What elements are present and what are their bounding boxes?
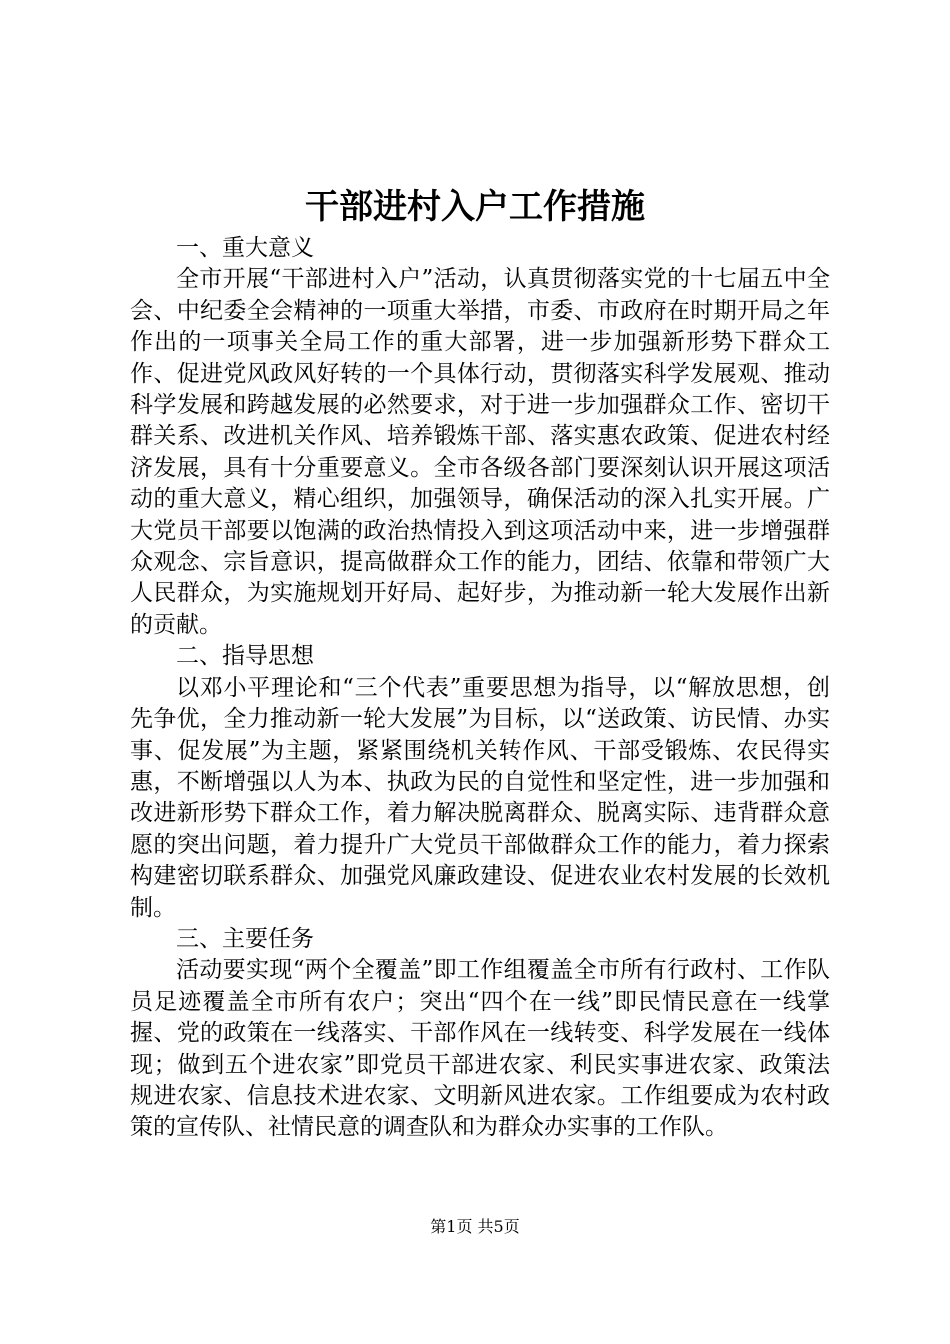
section-paragraph: 活动要实现“两个全覆盖”即工作组覆盖全市所有行政村、工作队员足迹覆盖全市所有农户；突出“四个在一线”即民情民意在一线掌握、党的政策在一线落实、干部作风在一线转变、科学发展在一线体现；做到五个进农家”即党员干部进农家、利民实事进农家、政策法规进农家、信息技术进农家、文明新风进农家。工作组要成为农村政策的宣传队、社情民意的调查队和为群众办实事的工作队。 (130, 957, 830, 1141)
section-heading: 一、重大意义 (176, 235, 314, 261)
document-body (130, 233, 830, 1144)
section-heading: 二、指导思想 (176, 643, 314, 670)
document-title: 干部进村入户工作措施 (305, 187, 645, 227)
section-paragraph: 以邓小平理论和“三个代表”重要思想为指导，以“解放思想，创先争优，全力推动新一轮大发展”为目标，以“送政策、访民情、办实事、促发展”为主题，紧紧围绕机关转作风、干部受锻炼、农民得实惠，不断增强以人为本、执政为民的自觉性和坚定性，进一步加强和改进新形势下群众工作，着力解决脱离群众、脱离实际、违背群众意愿的突出问题，着力提升广大党员干部做群众工作的能力，着力探索构建密切联系群众、加强党风廉政建设、促进农业农村发展的长效机制。 (130, 674, 830, 921)
page-footer: 第1页 共5页 (430, 1217, 520, 1236)
section-paragraph: 全市开展“干部进村入户”活动，认真贯彻落实党的十七届五中全会、中纪委全会精神的一项重大举措，市委、市政府在时期开局之年作出的一项事关全局工作的重大部署，进一步加强新形势下群众工作、促进党风政风好转的一个具体行动，贯彻落实科学发展观、推动科学发展和跨越发展的必然要求，对于进一步加强群众工作、密切干群关系、改进机关作风、培养锻炼干部、落实惠农政策、促进农村经济发展，具有十分重要意义。全市各级各部门要深刻认识开展这项活动的重大意义，精心组织，加强领导，确保活动的深入扎实开展。广大党员干部要以饱满的政治热情投入到这项活动中来，进一步增强群众观念、宗旨意识，提高做群众工作的能力，团结、依靠和带领广大人民群众，为实施规划开好局、起好步，为推动新一轮大发展作出新的贡献。 (130, 266, 830, 638)
section-heading: 三、主要任务 (176, 925, 314, 952)
